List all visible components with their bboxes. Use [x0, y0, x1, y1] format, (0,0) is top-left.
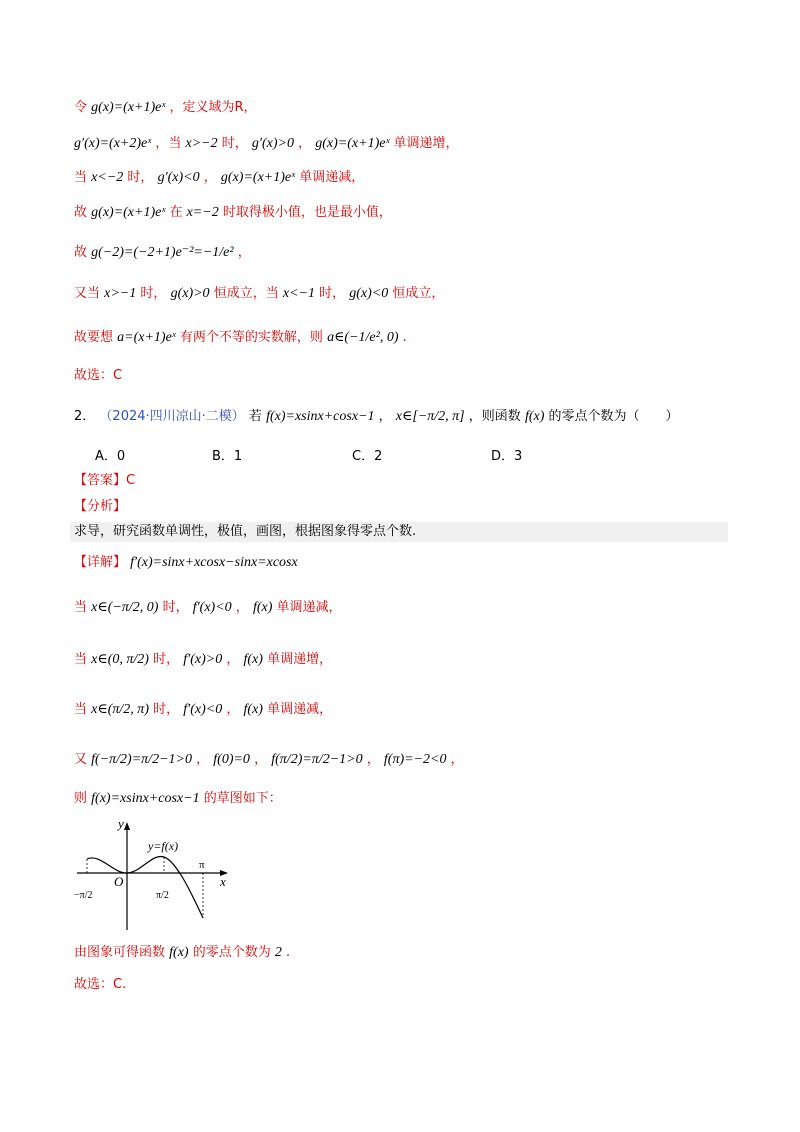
text: 的零点个数为	[192, 945, 271, 960]
detail-line-3	[74, 700, 332, 720]
detail-line-5	[74, 789, 282, 809]
solution-line-7	[74, 328, 407, 348]
text: ，	[226, 652, 240, 667]
text: ，	[196, 752, 210, 767]
formula: g(x)=(x+1)eˣ	[220, 170, 296, 185]
question-number: 2．	[74, 409, 96, 424]
formula: g′(x)>0	[251, 136, 294, 151]
text: 时，	[319, 286, 346, 301]
formula: x∈[−π/2, π]	[395, 409, 465, 424]
text: 单调递减，	[267, 702, 333, 717]
formula: f(−π/2)=π/2−1>0	[91, 752, 192, 767]
text: 故要想	[74, 330, 114, 345]
formula: g(x)=(x+1)eˣ	[91, 205, 166, 220]
answer-label: 【答案】	[74, 473, 127, 488]
formula: f(x)	[169, 945, 189, 960]
formula: f′(x)>0	[183, 652, 223, 667]
solution-line-5	[74, 243, 251, 263]
solution-line-2	[74, 134, 459, 154]
option-b: B．1	[212, 449, 243, 464]
formula: g(−2)=(−2+1)e⁻²=−1/e²	[91, 245, 234, 260]
formula: f(x)	[243, 652, 263, 667]
formula: g′(x)<0	[157, 170, 200, 185]
origin-label: O	[114, 874, 124, 889]
solution-line-1	[74, 98, 256, 118]
formula: x∈(−π/2, 0)	[91, 600, 159, 615]
detail-label: 【详解】	[74, 555, 127, 570]
tick-neg-pi-half: −π/2	[74, 890, 93, 901]
formula: g(x)>0	[170, 286, 210, 301]
text: ，	[237, 245, 251, 260]
text: 恒成立，当	[213, 286, 279, 301]
question-source: （2024·四川凉山·二模）	[99, 409, 245, 424]
text: 时，	[153, 702, 180, 717]
formula: f′(x)<0	[192, 600, 232, 615]
text: 单调递减，	[299, 170, 365, 185]
text: 的草图如下：	[203, 791, 282, 806]
formula: f(x)	[243, 702, 263, 717]
y-label: y	[118, 816, 124, 831]
tick-pi-half: π/2	[156, 890, 169, 901]
text: 又	[74, 752, 88, 767]
text: .	[402, 330, 407, 345]
text: 由图象可得函数	[74, 945, 166, 960]
detail-line-4	[74, 750, 464, 770]
solution-line-3	[74, 168, 364, 188]
text: ，	[203, 170, 217, 185]
text: 故选：C	[74, 368, 123, 383]
text: ，	[298, 136, 312, 151]
formula: x>−2	[185, 136, 218, 151]
text: 当	[74, 170, 88, 185]
text: ，当	[155, 136, 182, 151]
text: 时取得极小值，也是最小值，	[222, 205, 392, 220]
text: ，定义域为R，	[169, 100, 257, 115]
text: 在	[169, 205, 183, 220]
text: 令	[74, 100, 88, 115]
formula: x=−2	[186, 205, 219, 220]
formula: g(x)=(x+1)eˣ	[315, 136, 390, 151]
text: ，则函数	[468, 409, 521, 424]
formula: f(π/2)=π/2−1>0	[271, 752, 363, 767]
formula: f(x)	[524, 409, 545, 424]
option-a: A．0	[95, 449, 126, 464]
text: 当	[74, 600, 88, 615]
formula: x<−2	[91, 170, 124, 185]
analysis-label: 【分析】	[74, 499, 127, 514]
text: 当	[74, 652, 88, 667]
formula: x>−1	[104, 286, 137, 301]
text: ，	[254, 752, 268, 767]
formula: f(0)=0	[213, 752, 250, 767]
formula: f(π)=−2<0	[383, 752, 447, 767]
detail-line-2	[74, 650, 332, 670]
formula: f(x)	[252, 600, 273, 615]
text: 时，	[153, 652, 180, 667]
answer-value: C	[126, 473, 136, 488]
text: 单调递减，	[276, 600, 342, 615]
text: ，	[378, 409, 392, 424]
text: 时，	[127, 170, 154, 185]
formula: x<−1	[282, 286, 315, 301]
formula: f(x)=xsinx+cosx−1	[266, 409, 375, 424]
formula: g(x)=(x+1)eˣ	[91, 100, 166, 115]
text: 时，	[221, 136, 248, 151]
text: 若	[248, 409, 262, 424]
formula: g′(x)=(x+2)eˣ	[74, 136, 152, 151]
tick-pi: π	[199, 859, 205, 871]
function-sketch	[72, 812, 242, 937]
option-c: C．2	[352, 449, 383, 464]
formula: f(x)=xsinx+cosx−1	[91, 791, 200, 806]
text: 时，	[162, 600, 189, 615]
solution-choice	[74, 366, 122, 386]
formula: 2	[274, 945, 282, 960]
solution-line-6	[74, 284, 444, 304]
answer-line	[74, 471, 135, 491]
text: 的零点个数为（ ）	[548, 409, 679, 424]
conclusion-line	[74, 943, 290, 963]
text: 故	[74, 205, 88, 220]
text: 则	[74, 791, 88, 806]
final-choice: 故选：C.	[74, 977, 127, 992]
text: 单调递增，	[393, 136, 459, 151]
text: 时，	[140, 286, 167, 301]
formula: x∈(π/2, π)	[91, 702, 149, 717]
curve-label: y=f(x)	[148, 839, 179, 853]
x-label: x	[220, 874, 226, 889]
solution-line-4	[74, 203, 392, 223]
text: 故	[74, 245, 88, 260]
text: 恒成立，	[392, 286, 445, 301]
text: ，	[366, 752, 380, 767]
text: ，	[226, 702, 240, 717]
formula: g(x)<0	[349, 286, 389, 301]
text: 当	[74, 702, 88, 717]
formula: f′(x)<0	[183, 702, 223, 717]
text: ，	[450, 752, 464, 767]
formula: a=(x+1)eˣ	[117, 330, 176, 345]
analysis-text: 求导，研究函数单调性，极值，画图，根据图象得零点个数.	[74, 524, 417, 539]
y-axis-arrow	[124, 822, 130, 830]
text: 又当	[74, 286, 101, 301]
detail-derivative	[74, 553, 298, 573]
analysis-label-line	[74, 497, 126, 517]
text: ，	[235, 600, 249, 615]
curve	[87, 856, 203, 918]
text: 单调递增，	[267, 652, 333, 667]
question-stem	[74, 407, 679, 427]
text: 有两个不等的实数解，则	[179, 330, 323, 345]
formula: a∈(−1/e², 0)	[327, 330, 399, 345]
option-d: D．3	[491, 449, 523, 464]
detail-line-1	[74, 598, 342, 618]
formula: x∈(0, π/2)	[91, 652, 149, 667]
text: .	[286, 945, 291, 960]
formula: f′(x)=sinx+xcosx−sinx=xcosx	[130, 555, 298, 570]
